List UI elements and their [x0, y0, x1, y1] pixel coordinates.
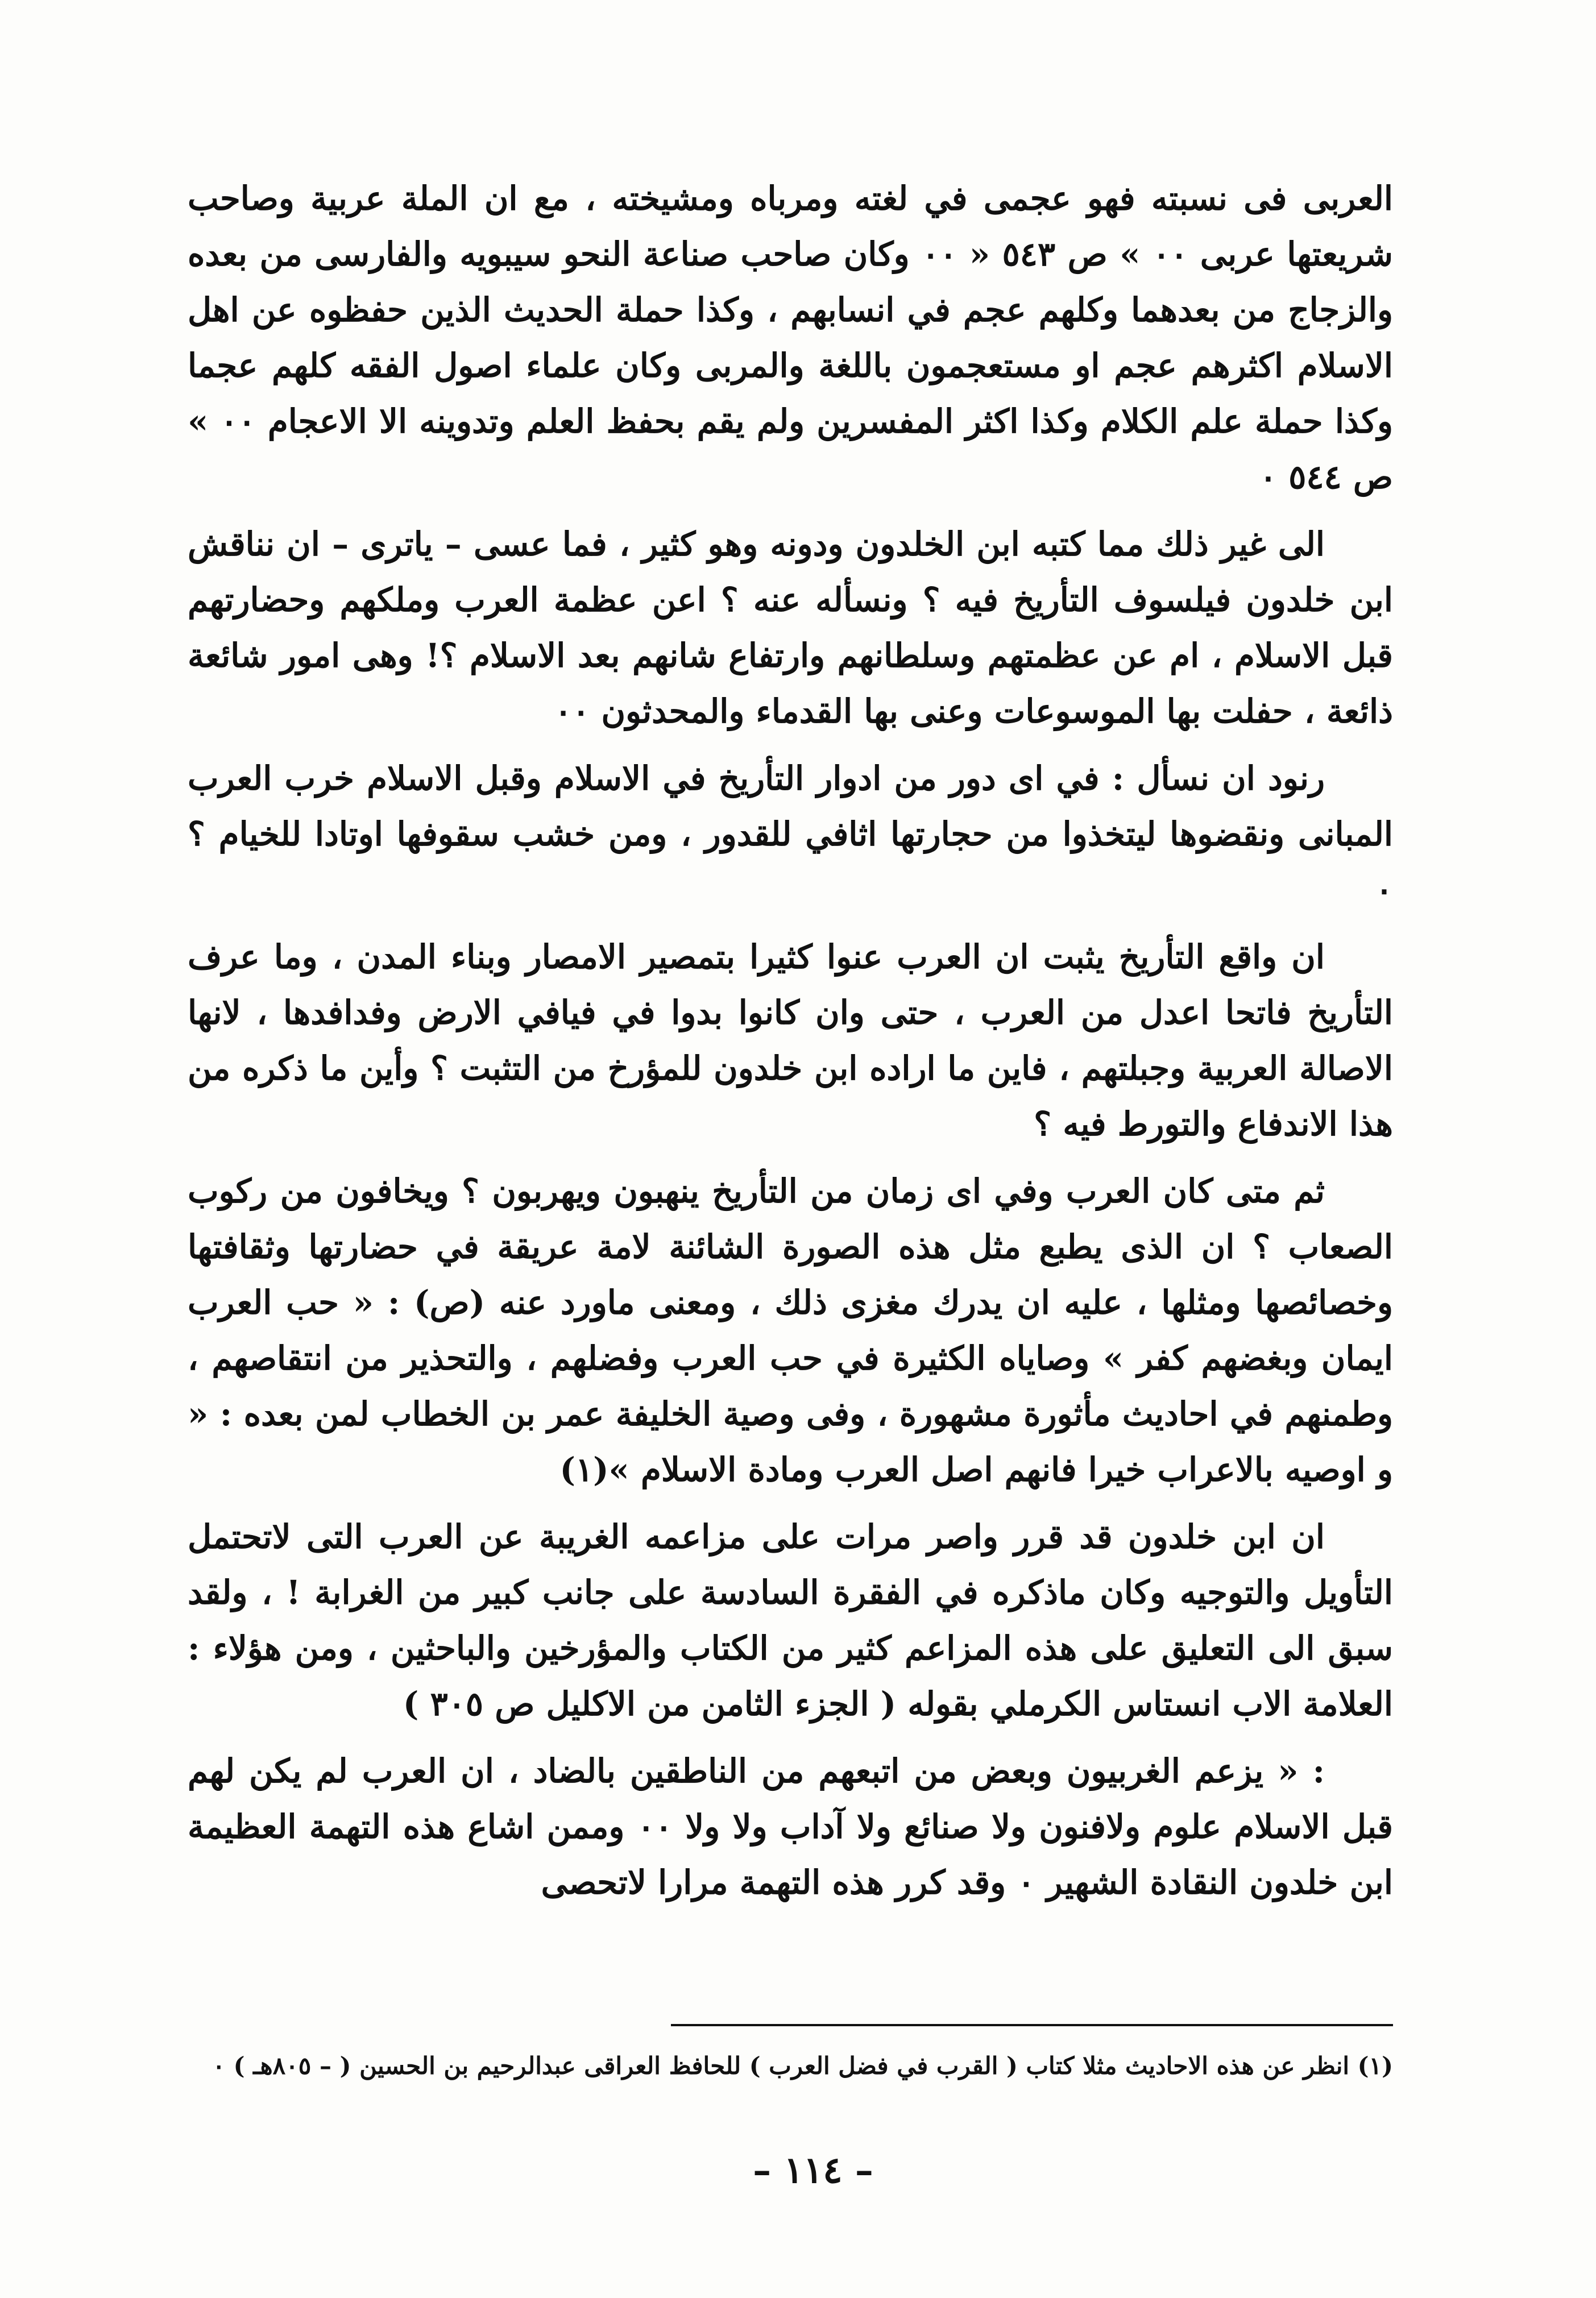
footnote-divider: [671, 2024, 1393, 2026]
paragraph-4: ان واقع التأريخ يثبت ان العرب عنوا كثيرا بتمصير الامصار وبناء المدن ، وما عرف التأريخ فاتحا اعدل من العرب ، حتى وان كانوا بدوا في فيافي الارض وفدافدها ، لانها الاصالة العربية وجبلتهم ، فاين ما اراده ابن خلدون للمؤرخ من التثبت ؟ وأين ما ذكره من هذا الاندفاع والتورط فيه ؟: [188, 938, 1393, 1143]
paragraph-7: : « يزعم الغربيون وبعض من اتبعهم من الناطقين بالضاد ، ان العرب لم يكن لهم قبل الاسلام علوم ولافنون ولا صنائع ولا آداب ولا ولا ٠٠ وممن اشاع هذه التهمة العظيمة ابن خلدون النقادة الشهير ٠ وقد كرر هذه التهمة مرارا لاتحصى: [188, 1752, 1393, 1902]
page-number: – ١١٤ –: [753, 2149, 873, 2192]
paragraph-5: ثم متى كان العرب وفي اى زمان من التأريخ ينهبون ويهربون ؟ ويخافون من ركوب الصعاب ؟ ان الذى يطبع مثل هذه الصورة الشائنة لامة عريقة في حضارتها وثقافتها وخصائصها ومثلها ، عليه ان يدرك مغزى ذلك ، ومعنى ماورد عنه (ص) : « حب العرب ايمان وبغضهم كفر » وصاياه الكثيرة في حب العرب وفضلهم ، والتحذير من انتقاصهم ، وطمنهم في احاديث مأثورة مشهورة ، وفى وصية الخليفة عمر بن الخطاب لمن بعده : « و اوصيه بالاعراب خيرا فانهم اصل العرب ومادة الاسلام »(١): [188, 1172, 1393, 1489]
main-text: [188, 171, 1393, 1922]
paragraph-1: العربى فى نسبته فهو عجمى في لغته ومرباه ومشيخته ، مع ان الملة عربية وصاحب شريعتها عربى ٠٠ » ص ٥٤٣ « ٠٠ وكان صاحب صناعة النحو سيبويه والفارسى من بعده والزجاج من بعدهما وكلهم عجم في انسابهم ، وكذا حملة الحديث الذين حفظوه عن اهل الاسلام اكثرهم عجم او مستعجمون باللغة والمربى وكان علماء اصول الفقه كلهم عجما وكذا حملة علم الكلام وكذا اكثر المفسرين ولم يقم بحفظ العلم وتدوينه الا الاعجام ٠٠ » ص ٥٤٤ ٠: [188, 179, 1393, 496]
paragraph-2: الى غير ذلك مما كتبه ابن الخلدون ودونه وهو كثير ، فما عسى – ياترى – ان نناقش ابن خلدون فيلسوف التأريخ فيه ؟ ونسأله عنه ؟ اعن عظمة العرب وملكهم وحضارتهم قبل الاسلام ، ام عن عظمتهم وسلطانهم وارتفاع شانهم بعد الاسلام ؟! وهى امور شائعة ذائعة ، حفلت بها الموسوعات وعنى بها القدماء والمحدثون ٠٠: [188, 525, 1393, 731]
footnote: (١) انظر عن هذه الاحاديث مثلا كتاب ( القرب في فضل العرب ) للحافظ العراقى عبدالرحيم بن الحسين ( – ٨٠٥هـ ) ٠: [212, 2052, 1393, 2080]
paragraph-3: رنود ان نسأل : في اى دور من ادوار التأريخ في الاسلام وقبل الاسلام خرب العرب المبانى ونقضوها ليتخذوا من حجارتها اثافي للقدور ، ومن خشب سقوفها اوتادا للخيام ؟ ٠: [188, 759, 1393, 909]
paragraph-6: ان ابن خلدون قد قرر واصر مرات على مزاعمه الغريبة عن العرب التى لاتحتمل التأويل والتوجيه وكان ماذكره في الفقرة السادسة على جانب كبير من الغرابة ! ، ولقد سبق الى التعليق على هذه المزاعم كثير من الكتاب والمؤرخين والباحثين ، ومن هؤلاء : العلامة الاب انستاس الكرملي بقوله ( الجزء الثامن من الاكليل ص ٣٠٥ ): [188, 1517, 1393, 1723]
